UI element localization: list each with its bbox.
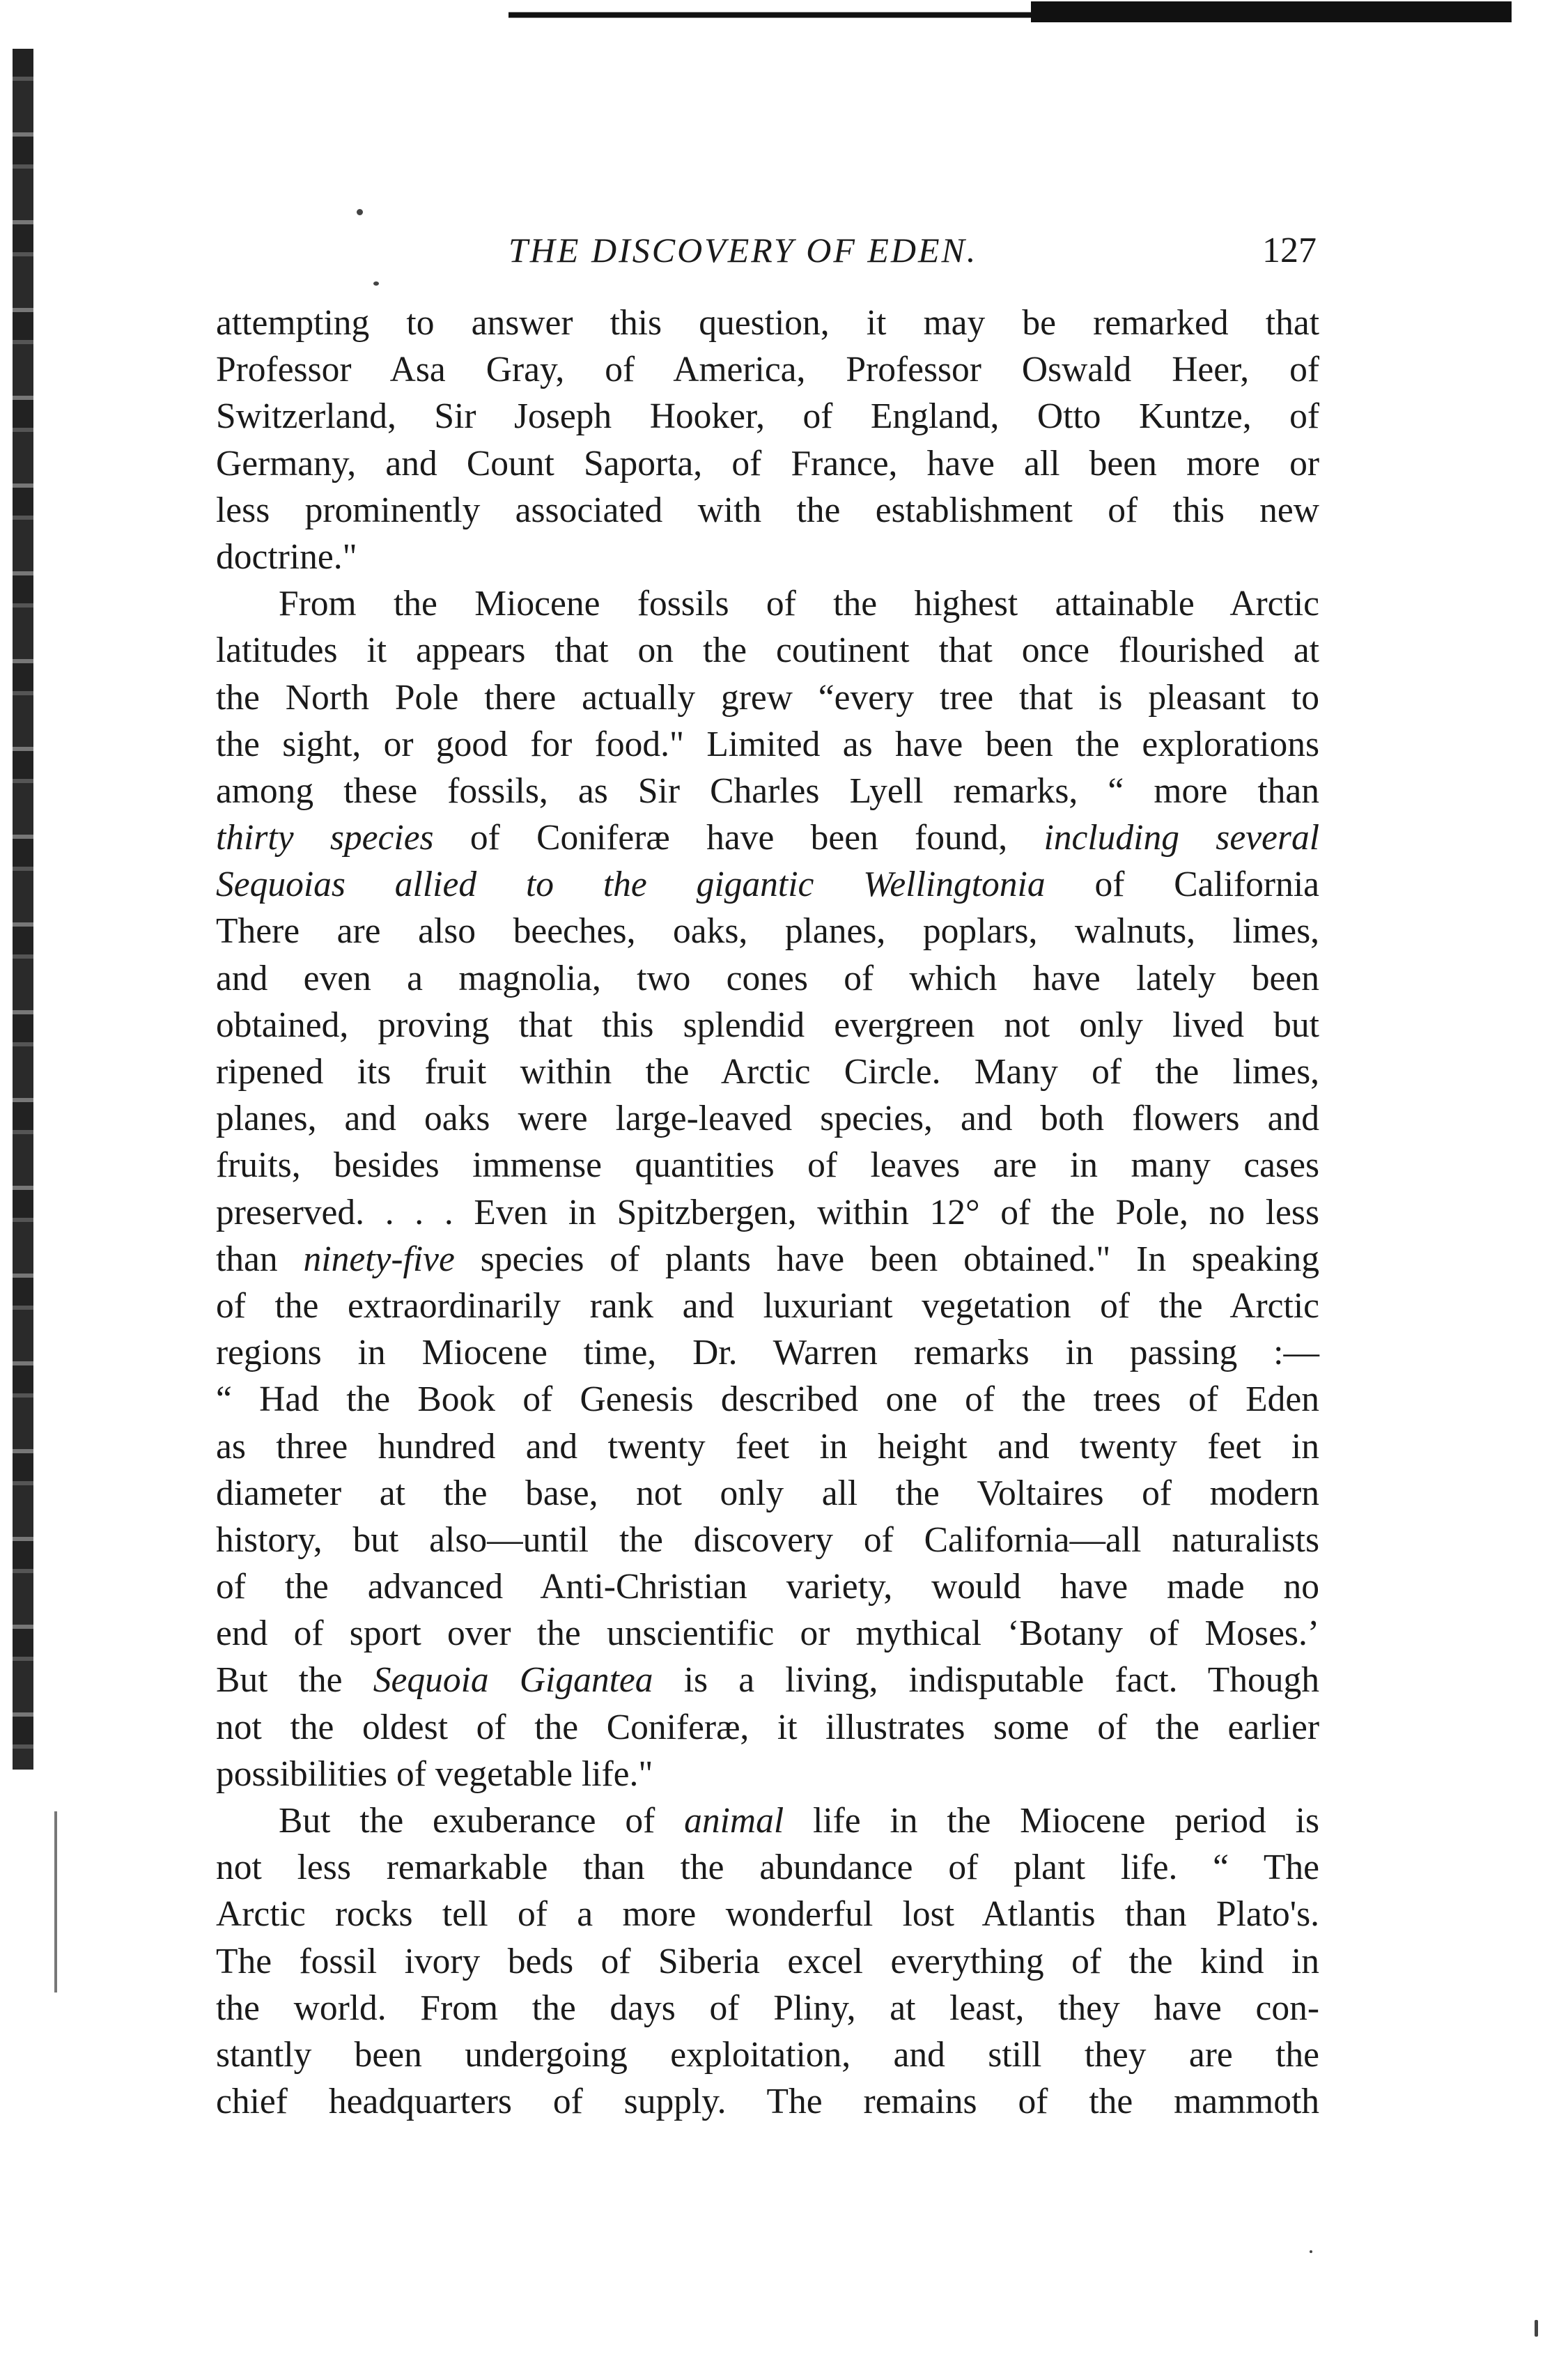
text-line [216, 1985, 1319, 2032]
italic-text: Sequoias allied to the gigantic Wellingtonia [216, 865, 1046, 905]
text-segment: of California [1045, 865, 1319, 905]
text-segment: From the Miocene fossils of the highest attainable Arctic [279, 584, 1319, 624]
text-segment: end of sport over the unscientific or mythical ‘Botany of Moses.’ [216, 1614, 1319, 1654]
text-segment: Switzerland, Sir Joseph Hooker, of England, Otto Kuntze, of [216, 396, 1319, 437]
italic-text: ninety-five [303, 1239, 455, 1279]
running-head: THE DISCOVERY OF EDEN. [509, 231, 978, 270]
text-line [216, 1329, 1319, 1376]
text-line [216, 534, 1319, 580]
text-segment: is a living, indisputable fact. Though [653, 1660, 1319, 1701]
text-line [216, 1657, 1319, 1703]
text-line [216, 440, 1319, 487]
text-line [216, 2078, 1319, 2125]
text-segment: “ Had the Book of Genesis described one of the trees of Eden [216, 1379, 1319, 1420]
text-segment: preserved. . . . Even in Spitzbergen, within 12° of the Pole, no less [216, 1192, 1319, 1232]
text-segment: regions in Miocene time, Dr. Warren remarks in passing :— [216, 1333, 1319, 1373]
text-segment: as three hundred and twenty feet in height and twenty feet in [216, 1426, 1319, 1467]
text-segment: than [216, 1239, 304, 1279]
text-segment: not less remarkable than the abundance of plant life. “ The [216, 1848, 1319, 1888]
text-segment: history, but also—until the discovery of California—all naturalists [216, 1519, 1319, 1560]
text-segment: obtained, proving that this splendid evergreen not only lived but [216, 1005, 1319, 1045]
text-segment: among these fossils, as Sir Charles Lyell remarks, “ more than [216, 771, 1319, 811]
text-segment: the sight, or good for food." Limited as have been the explorations [216, 724, 1319, 764]
text-segment: doctrine." [216, 536, 357, 577]
text-segment: attempting to answer this question, it may be remarked that [216, 303, 1319, 343]
text-line [216, 1283, 1319, 1329]
text-segment: the North Pole there actually grew “every tree that is pleasant to [216, 677, 1319, 718]
text-segment: life in the Miocene period is [784, 1801, 1319, 1841]
text-segment: ripened its fruit within the Arctic Circle. Many of the limes, [216, 1052, 1319, 1092]
text-line [216, 768, 1319, 814]
text-line [216, 1002, 1319, 1048]
italic-text: Sequoia Gigantea [373, 1660, 653, 1701]
text-segment: of the extraordinarily rank and luxuriant vegetation of the Arctic [216, 1285, 1319, 1326]
italic-text: thirty species [216, 818, 434, 858]
text-line [216, 1704, 1319, 1751]
binding-edge-mark [54, 1811, 57, 1992]
text-segment: chief headquarters of supply. The remains of the mammoth [216, 2082, 1319, 2122]
page-header [216, 230, 1317, 293]
text-segment: of the advanced Anti-Christian variety, would have made no [216, 1567, 1319, 1607]
text-line [216, 627, 1319, 674]
text-segment: not the oldest of the Coniferæ, it illustrates some of the earlier [216, 1707, 1319, 1747]
text-segment: fruits, besides immense quantities of leaves are in many cases [216, 1145, 1319, 1186]
text-segment: and even a magnolia, two cones of which have lately been [216, 958, 1319, 998]
text-segment: But the exuberance of [279, 1801, 685, 1841]
text-line [216, 674, 1319, 721]
text-line [216, 1142, 1319, 1189]
text-line [216, 393, 1319, 440]
text-line [216, 1470, 1319, 1517]
text-line [216, 346, 1319, 393]
text-line [216, 1095, 1319, 1142]
text-line [216, 1423, 1319, 1470]
text-segment: planes, and oaks were large-leaved species, and both flowers and [216, 1099, 1319, 1139]
text-segment: the world. From the days of Pliny, at least, they have con- [216, 1988, 1319, 2028]
binding-edge [13, 49, 33, 1770]
italic-text: including several [1043, 818, 1320, 858]
scan-speck [357, 209, 363, 215]
text-line [216, 1938, 1319, 1985]
body-text [216, 300, 1319, 2125]
text-segment: Arctic rocks tell of a more wonderful lost Atlantis than Plato's. [216, 1894, 1319, 1935]
text-segment: diameter at the base, not only all the Voltaires of modern [216, 1473, 1319, 1513]
text-line [216, 861, 1319, 908]
text-line [216, 1517, 1319, 1563]
scan-speck [1310, 2250, 1312, 2253]
text-line [216, 908, 1319, 954]
text-line [216, 1891, 1319, 1937]
text-line [216, 1844, 1319, 1891]
text-segment: The fossil ivory beds of Siberia excel everything of the kind in [216, 1941, 1319, 1981]
text-line [216, 1751, 1319, 1797]
text-line [216, 814, 1319, 861]
text-segment: less prominently associated with the establishment of this new [216, 490, 1319, 530]
text-segment: stantly been undergoing exploitation, and still they are the [216, 2034, 1319, 2075]
page-number: 127 [1262, 231, 1317, 270]
text-line [216, 1610, 1319, 1657]
text-segment: But the [216, 1660, 373, 1701]
text-segment: latitudes it appears that on the coutinent that once flourished at [216, 630, 1319, 671]
text-line [216, 1189, 1319, 1236]
text-line [216, 955, 1319, 1002]
text-segment: There are also beeches, oaks, planes, poplars, walnuts, limes, [216, 911, 1319, 952]
text-segment: of Coniferæ have been found, [433, 818, 1044, 858]
text-segment: possibilities of vegetable life." [216, 1754, 653, 1794]
text-segment: Professor Asa Gray, of America, Professor Oswald Heer, of [216, 350, 1319, 390]
text-line [216, 721, 1319, 768]
text-segment: species of plants have been obtained." In speaking [454, 1239, 1319, 1279]
scan-speck [1535, 2320, 1538, 2337]
text-line [216, 1048, 1319, 1095]
text-line [216, 1376, 1319, 1423]
text-line [216, 580, 1319, 627]
text-line [216, 487, 1319, 534]
text-line [216, 1236, 1319, 1283]
text-line [216, 1563, 1319, 1610]
text-line [216, 1797, 1319, 1844]
italic-text: animal [684, 1801, 784, 1841]
text-line [216, 2032, 1319, 2078]
scan-top-rule-thick [1031, 1, 1512, 22]
text-segment: Germany, and Count Saporta, of France, have all been more or [216, 443, 1319, 483]
text-line [216, 300, 1319, 346]
